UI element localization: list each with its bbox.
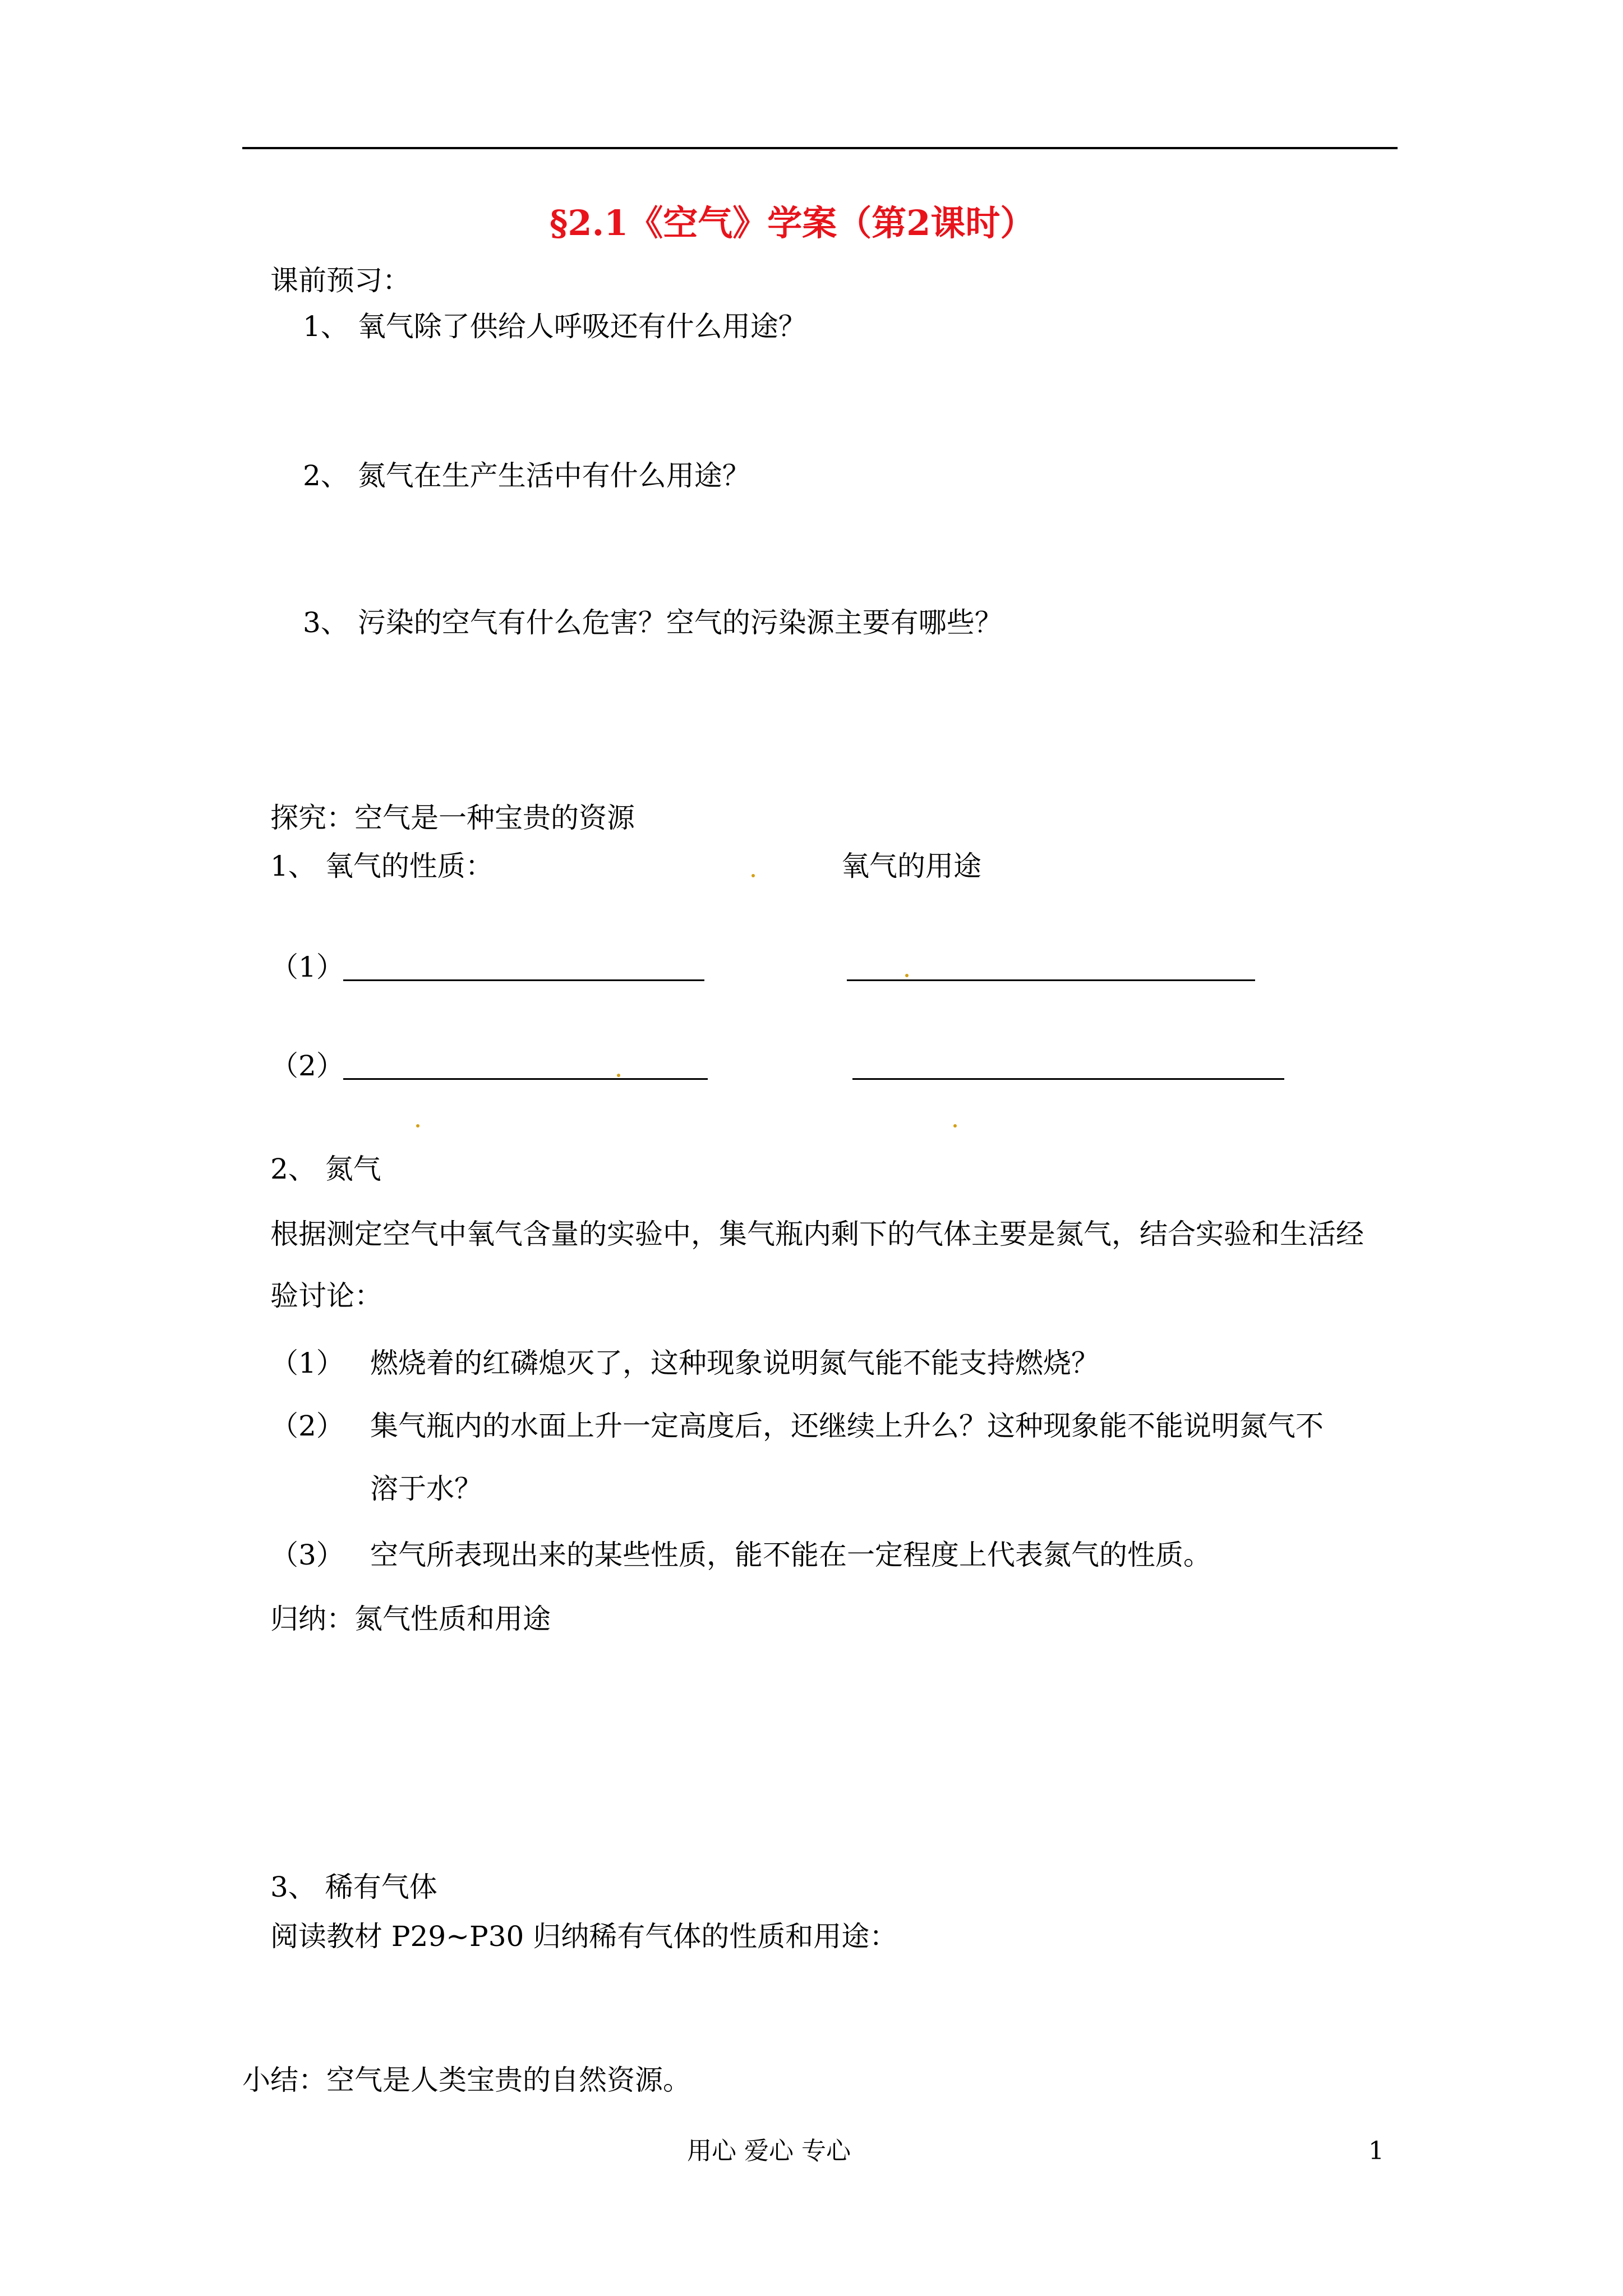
header-rule bbox=[242, 147, 1398, 149]
oxygen-property-blank-2[interactable] bbox=[343, 1078, 708, 1080]
discussion-question-3: 空气所表现出来的某些性质，能不能在一定程度上代表氮气的性质。 bbox=[370, 1539, 1211, 1571]
explore-heading: 探究：空气是一种宝贵的资源 bbox=[270, 802, 635, 834]
preview-question-1: 1、 氧气除了供给人呼吸还有什么用途？ bbox=[303, 310, 806, 343]
speck-mark bbox=[905, 974, 909, 977]
rare-gas-heading: 3、 稀有气体 bbox=[270, 1871, 437, 1903]
discussion-question-2: 集气瓶内的水面上升一定高度后，还继续上升么？这种现象能不能说明氮气不 bbox=[370, 1410, 1324, 1442]
preview-question-2: 2、 氮气在生产生活中有什么用途？ bbox=[303, 459, 750, 492]
speck-mark bbox=[416, 1124, 419, 1128]
oxygen-uses-label: 氧气的用途 bbox=[841, 850, 981, 882]
oxygen-use-blank-1[interactable] bbox=[847, 979, 1255, 981]
discussion-question-2-continued: 溶于水？ bbox=[370, 1473, 482, 1505]
discussion-question-1: 燃烧着的红磷熄灭了，这种现象说明氮气能不能支持燃烧？ bbox=[370, 1347, 1099, 1379]
preview-question-3: 3、 污染的空气有什么危害？空气的污染源主要有哪些？ bbox=[303, 606, 1003, 639]
oxygen-properties-label: 1、 氧气的性质： bbox=[270, 850, 494, 882]
preview-heading: 课前预习： bbox=[270, 264, 411, 297]
nitrogen-heading: 2、 氮气 bbox=[270, 1153, 381, 1185]
conclusion: 小结：空气是人类宝贵的自然资源。 bbox=[242, 2064, 691, 2096]
speck-mark bbox=[617, 1074, 620, 1077]
discussion-number-1: （1） bbox=[270, 1347, 344, 1379]
blank-2-label: （2） bbox=[270, 1050, 344, 1082]
oxygen-use-blank-2[interactable] bbox=[852, 1078, 1284, 1080]
rare-gas-reading: 阅读教材 P29~P30 归纳稀有气体的性质和用途： bbox=[270, 1920, 898, 1953]
speck-mark bbox=[751, 874, 755, 877]
nitrogen-summary: 归纳：氮气性质和用途 bbox=[270, 1603, 551, 1635]
discussion-number-3: （3） bbox=[270, 1539, 344, 1571]
nitrogen-intro-line-1: 根据测定空气中氧气含量的实验中，集气瓶内剩下的气体主要是氮气，结合实验和生活经 bbox=[270, 1218, 1364, 1250]
speck-mark bbox=[953, 1124, 957, 1128]
blank-1-label: （1） bbox=[270, 951, 344, 983]
page-title: §2.1《空气》学案（第2课时） bbox=[550, 203, 1035, 243]
nitrogen-intro-line-2: 验讨论： bbox=[270, 1280, 382, 1312]
footer-motto: 用心 爱心 专心 bbox=[687, 2137, 851, 2165]
oxygen-property-blank-1[interactable] bbox=[343, 979, 704, 981]
page-number: 1 bbox=[1368, 2137, 1384, 2165]
discussion-number-2: （2） bbox=[270, 1410, 344, 1442]
